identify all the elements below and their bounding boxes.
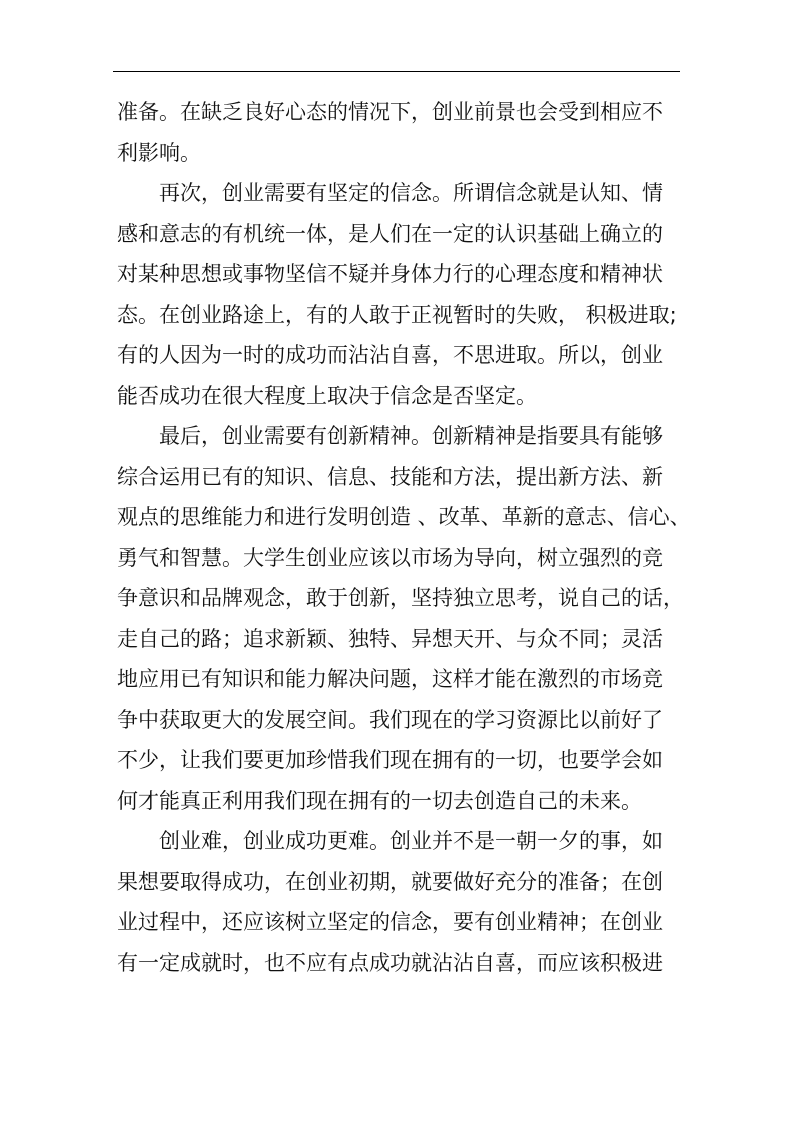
text-line-21: 业过程中，还应该树立坚定的信念，要有创业精神；在创业	[117, 910, 663, 934]
text-line-4: 感和意志的有机统一体，是人们在一定的认识基础上确立的	[117, 221, 663, 246]
text-line-7: 有的人因为一时的成功而沾沾自喜，不思进取。所以，创业	[117, 343, 663, 367]
text-line-20: 果想要取得成功，在创业初期，就要做好充分的准备；在创	[117, 869, 663, 894]
text-line-2: 利影响。	[117, 140, 201, 165]
text-line-12: 勇气和智慧。大学生创业应该以市场为导向，树立强烈的竞	[117, 545, 663, 570]
text-line-14: 走自己的路；追求新颖、独特、异想天开、与众不同；灵活	[117, 626, 663, 651]
header-rule	[113, 71, 680, 72]
text-line-19: 创业难，创业成功更难。创业并不是一朝一夕的事，如	[159, 829, 663, 853]
text-line-10: 综合运用已有的知识、信息、技能和方法，提出新方法、新	[117, 464, 663, 489]
text-line-6: 态。在创业路途上，有的人敢于正视暂时的失败， 积极进取;	[117, 302, 677, 327]
document-body	[117, 92, 691, 983]
text-line-8: 能否成功在很大程度上取决于信念是否坚定。	[117, 383, 537, 408]
text-line-15: 地应用已有知识和能力解决问题，这样才能在激烈的市场竞	[117, 667, 663, 691]
text-line-1: 准备。在缺乏良好心态的情况下，创业前景也会受到相应不	[117, 100, 663, 124]
text-line-22: 有一定成就时，也不应有点成功就沾沾自喜，而应该积极进	[117, 950, 663, 975]
text-line-16: 争中获取更大的发展空间。我们现在的学习资源比以前好了	[117, 707, 663, 732]
text-line-9: 最后，创业需要有创新精神。创新精神是指要具有能够	[159, 424, 663, 448]
text-line-18: 何才能真正利用我们现在拥有的一切去创造自己的未来。	[117, 788, 642, 813]
text-line-17: 不少，让我们要更加珍惜我们现在拥有的一切，也要学会如	[117, 748, 663, 772]
text-line-13: 争意识和品牌观念，敢于创新，坚持独立思考，说自己的话，	[117, 586, 684, 610]
text-line-11: 观点的思维能力和进行发明创造 、改革、革新的意志、信心、	[117, 505, 691, 529]
text-line-5: 对某种思想或事物坚信不疑并身体力行的心理态度和精神状	[117, 262, 663, 286]
text-line-3: 再次，创业需要有坚定的信念。所谓信念就是认知、情	[159, 181, 663, 205]
